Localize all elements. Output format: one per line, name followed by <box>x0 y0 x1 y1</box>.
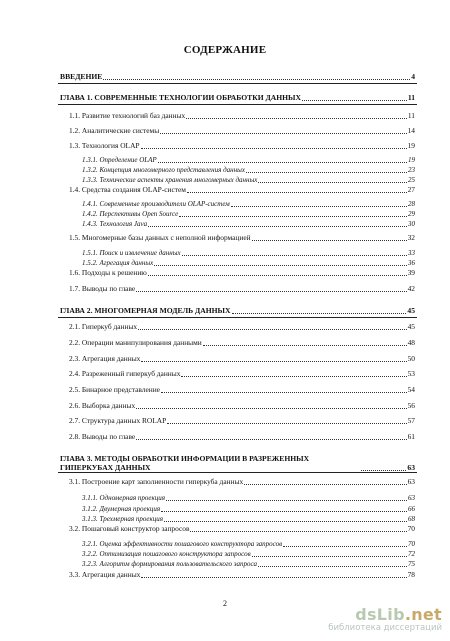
toc-entry <box>69 433 415 442</box>
page-title: СОДЕРЖАНИЕ <box>183 44 267 56</box>
toc-entry <box>82 515 415 524</box>
toc-entry-page: 68 <box>408 515 415 523</box>
toc-entry <box>69 571 415 580</box>
toc-leader-dots <box>252 234 407 241</box>
toc-leader-dots <box>179 210 407 217</box>
toc-entry <box>69 234 415 243</box>
toc-entry-title: ГЛАВА 3. МЕТОДЫ ОБРАБОТКИ ИНФОРМАЦИИ В РАЗРЕЖЕННЫХ ГИПЕРКУБАХ ДАННЫХ <box>60 454 310 472</box>
separator-line <box>58 104 417 105</box>
toc-entry-title: 1.5. Многомерные базы данных с неполной информацией <box>69 233 251 242</box>
toc-entry <box>82 220 415 229</box>
toc-entry-page: 19 <box>408 156 415 164</box>
toc-entry <box>82 249 415 258</box>
toc-entry-title: 3.2.3. Алгоритм формирования пользовательского запроса <box>82 560 257 568</box>
toc-entry <box>60 454 415 472</box>
toc-entry-title: 2.6. Выборка данных <box>69 401 136 410</box>
toc-entry <box>82 494 415 503</box>
toc-entry <box>82 200 415 209</box>
toc-entry-title: 3.2. Пошаговый конструктор запросов <box>69 524 190 533</box>
toc-entry <box>60 307 415 316</box>
toc-entry <box>82 259 415 268</box>
toc-leader-dots <box>141 355 406 362</box>
toc-entry <box>82 176 415 185</box>
toc-entry-title: 1.6. Подходы к решению <box>69 268 147 277</box>
toc-entry <box>82 550 415 559</box>
toc-entry-page: 27 <box>407 185 415 194</box>
toc-entry-title: 1.4. Средства создания OLAP-систем <box>69 185 186 194</box>
toc-leader-dots <box>138 323 406 330</box>
toc-leader-dots <box>246 166 407 173</box>
toc-entry-title: 3.1.2. Двумерная проекция <box>82 505 161 513</box>
toc-entry <box>69 142 415 151</box>
toc-entry-title: 2.4. Разреженный гиперкуб данных <box>69 369 181 378</box>
toc-entry-title: 1.3.3. Технические аспекты хранения многомерных данных <box>82 176 258 184</box>
toc-entry-page: 42 <box>407 284 415 293</box>
toc-leader-dots <box>186 112 407 119</box>
separator-line <box>58 317 417 318</box>
toc-entry-title: 1.3. Технология OLAP <box>69 141 140 150</box>
toc-entry-page: 70 <box>407 524 415 533</box>
toc-entry-title: 3.1.3. Трехмерная проекция <box>82 515 164 523</box>
toc-entry <box>82 540 415 549</box>
toc-entry-page: 63 <box>407 462 415 472</box>
toc-entry <box>69 402 415 411</box>
toc-entry-page: 14 <box>407 126 415 135</box>
toc-entry-title: 1.4.3. Технология Java <box>82 220 148 228</box>
toc-entry-title: 3.2.1. Оценка эффективности пошагового конструктора запросов <box>82 540 283 548</box>
toc-entry-page: 70 <box>408 540 415 548</box>
toc-entry-title: 1.3.2. Концепция многомерного представления данных <box>82 166 245 174</box>
toc-leader-dots <box>258 560 407 567</box>
toc-entry <box>69 417 415 426</box>
toc-entry-page: 32 <box>407 233 415 242</box>
toc-leader-dots <box>141 571 406 578</box>
page-number: 2 <box>223 599 227 608</box>
toc-leader-dots <box>136 433 406 440</box>
toc-entry <box>69 386 415 395</box>
watermark-brand <box>355 605 442 624</box>
toc-entry-page: 53 <box>407 369 415 378</box>
toc-leader-dots <box>181 370 406 377</box>
toc-entry-page: 66 <box>408 505 415 513</box>
toc-entry-page: 56 <box>407 401 415 410</box>
toc-entry-title: 2.1. Гиперкуб данных <box>69 322 138 331</box>
toc-entry <box>82 210 415 219</box>
toc-leader-dots <box>302 94 407 101</box>
separator-line <box>58 472 417 473</box>
toc-entry-title: ГЛАВА 1. СОВРЕМЕННЫЕ ТЕХНОЛОГИИ ОБРАБОТКИ ДАННЫХ <box>60 93 301 102</box>
toc-entry-title: 1.4.1. Современные производители OLAP-систем <box>82 200 230 208</box>
toc-entry-page: 57 <box>407 416 415 425</box>
toc-entry <box>82 156 415 165</box>
toc-entry <box>82 560 415 569</box>
toc-entry <box>69 370 415 379</box>
toc-entry-page: 45 <box>407 322 415 331</box>
toc-entry-title: 2.3. Агрегация данных <box>69 354 141 363</box>
toc-leader-dots <box>232 307 407 314</box>
toc-entry-title: 3.1. Построение карт заполненности гиперкуба данных <box>69 477 244 486</box>
toc-entry-page: 39 <box>407 268 415 277</box>
toc-leader-dots <box>141 142 407 149</box>
toc-leader-dots <box>244 478 406 485</box>
toc-leader-dots <box>148 220 407 227</box>
toc-entry-page: 54 <box>407 385 415 394</box>
toc-leader-dots <box>160 127 406 134</box>
toc-leader-dots <box>164 515 407 522</box>
toc-entry-page: 63 <box>408 494 415 502</box>
toc-leader-dots <box>166 494 407 501</box>
toc-entry-title: 1.5.2. Агрегация данных <box>82 259 154 267</box>
toc-leader-dots <box>182 249 407 256</box>
toc-leader-dots <box>161 505 407 512</box>
toc-entry-page: 4 <box>411 72 415 81</box>
toc-entry <box>69 323 415 332</box>
watermark-logo <box>314 605 444 635</box>
toc-entry-page: 72 <box>408 550 415 558</box>
toc-entry-page: 33 <box>408 249 415 257</box>
toc-entry-title: 2.8. Выводы по главе <box>69 432 136 441</box>
toc-entry-page: 78 <box>407 570 415 579</box>
toc-entry-page: 36 <box>408 259 415 267</box>
watermark-brand-tld: .net <box>404 605 442 624</box>
toc-entry <box>69 186 415 195</box>
toc-entry-page: 11 <box>407 93 415 102</box>
toc-entry-title: 3.2.2. Оптимизация пошагового конструктора запросов <box>82 550 251 558</box>
toc-entry-page: 23 <box>408 166 415 174</box>
toc-leader-dots <box>136 285 406 292</box>
toc-entry-page: 63 <box>407 477 415 486</box>
toc-entry-page: 30 <box>408 220 415 228</box>
toc-entry-page: 48 <box>407 338 415 347</box>
toc-entry <box>60 73 415 82</box>
toc-entry <box>69 478 415 487</box>
toc-entry-title: 3.1.1. Одномерная проекция <box>82 494 165 502</box>
toc-entry-page: 29 <box>408 210 415 218</box>
toc-entry-page: 50 <box>407 354 415 363</box>
toc-entry-page: 45 <box>407 306 415 315</box>
toc-entry-title: 1.7. Выводы по главе <box>69 284 136 293</box>
toc-entry <box>69 269 415 278</box>
watermark-caption: библиотека диссертаций <box>328 623 442 633</box>
toc-entry-title: ВВЕДЕНИЕ <box>60 72 103 81</box>
toc-entry <box>69 127 415 136</box>
toc-leader-dots <box>361 464 406 471</box>
toc-leader-dots <box>167 417 406 424</box>
toc-entry <box>69 355 415 364</box>
toc-leader-dots <box>187 186 407 193</box>
toc-leader-dots <box>252 550 407 557</box>
toc-leader-dots <box>258 176 407 183</box>
toc-leader-dots <box>283 540 407 547</box>
toc-leader-dots <box>161 386 407 393</box>
toc-entry <box>82 505 415 514</box>
toc-entry-title: 1.1. Развитие технологий баз данных <box>69 111 186 120</box>
toc-entry <box>69 285 415 294</box>
toc-entry-title: ГЛАВА 2. МНОГОМЕРНАЯ МОДЕЛЬ ДАННЫХ <box>60 306 231 315</box>
toc-entry-title: 2.7. Структура данных ROLAP <box>69 416 167 425</box>
toc-leader-dots <box>190 525 406 532</box>
toc-entry-page: 28 <box>408 200 415 208</box>
toc-entry <box>60 94 415 103</box>
toc-entry <box>69 112 415 121</box>
toc-leader-dots <box>231 200 407 207</box>
toc-entry-title: 2.2. Операции манипулирования данными <box>69 338 202 347</box>
toc-entry <box>82 166 415 175</box>
toc-leader-dots <box>136 402 406 409</box>
toc-entry-title: 1.2. Аналитические системы <box>69 126 160 135</box>
toc-entry-title: 2.5. Бинарное представление <box>69 385 160 394</box>
toc-entry <box>69 339 415 348</box>
toc-entry-title: 3.3. Агрегация данных <box>69 570 141 579</box>
toc-entry-page: 11 <box>407 111 415 120</box>
toc-leader-dots <box>158 156 407 163</box>
toc-entry-page: 61 <box>407 432 415 441</box>
separator-line <box>58 83 417 84</box>
toc-leader-dots <box>203 339 407 346</box>
toc-leader-dots <box>103 73 410 80</box>
toc-leader-dots <box>148 269 407 276</box>
toc-entry-page: 75 <box>408 560 415 568</box>
toc-entry-title: 1.4.2. Перспективы Open Source <box>82 210 179 218</box>
toc-entry-title: 1.3.1. Определение OLAP <box>82 156 157 164</box>
watermark-brand-main: dsLib <box>355 605 405 624</box>
toc-entry-page: 25 <box>408 176 415 184</box>
toc-entry-page: 19 <box>407 141 415 150</box>
toc-entry-title: 1.5.1. Поиск и извлечение данных <box>82 249 181 257</box>
toc-entry <box>69 525 415 534</box>
toc-leader-dots <box>154 259 407 266</box>
